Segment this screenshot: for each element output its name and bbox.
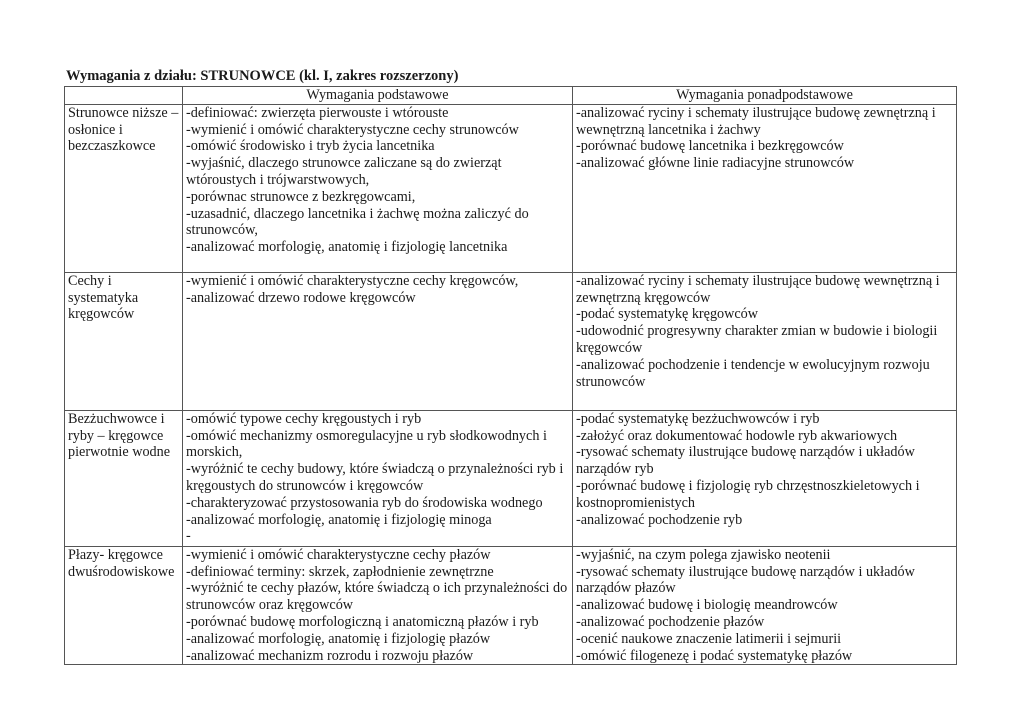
header-topic	[65, 87, 183, 105]
table-row	[65, 546, 957, 665]
header-basic: Wymagania podstawowe	[183, 87, 573, 105]
list-item: -omówić środowisko i tryb życia lancetnika	[186, 138, 435, 155]
basic-cell	[183, 104, 573, 272]
list-item: -podać systematykę kręgowców	[576, 306, 759, 323]
list-item: -wyróżnić te cechy budowy, które świadczą o przynależności ryb i kręgoustych do strunowców i kręgowców	[186, 461, 564, 494]
list-item: -wyróżnić te cechy płazów, które świadczą o ich przynależności do strunowców oraz kręgowców	[186, 580, 568, 614]
list-item: -założyć oraz dokumentować hodowle ryb akwariowych	[576, 427, 898, 444]
list-item: -analizować morfologię, anatomię i fizjologię płazów	[186, 630, 491, 647]
table-row	[65, 410, 957, 546]
list-item: -porównac strunowce z bezkręgowcami,	[186, 188, 416, 205]
list-item: -porównać budowę morfologiczną i anatomiczną płazów i ryb	[186, 613, 539, 630]
basic-cell	[183, 272, 573, 410]
basic-cell	[183, 546, 573, 665]
topic-cell: Cechy i systematyka kręgowców	[65, 272, 183, 410]
topic-cell: Strunowce niższe – osłonice i bezczaszkowce	[65, 104, 183, 272]
list-item: -wymienić i omówić charakterystyczne cechy płazów	[186, 546, 491, 563]
list-item: -analizować morfologię, anatomię i fizjologię lancetnika	[186, 239, 508, 256]
list-item: -ocenić naukowe znaczenie latimerii i sejmurii	[576, 630, 842, 647]
list-item: -podać systematykę bezżuchwowców i ryb	[576, 410, 820, 427]
advanced-cell	[573, 104, 957, 272]
table-row	[65, 104, 957, 272]
list-item: -analizować budowę i biologię meandrowców	[576, 597, 838, 614]
topic-cell: Bezżuchwowce i ryby – kręgowce pierwotnie wodne	[65, 410, 183, 546]
document-title: Wymagania z działu: STRUNOWCE (kl. I, zakres rozszerzony)	[66, 68, 459, 84]
list-item: -omówić typowe cechy kręgoustych i ryb	[186, 410, 422, 427]
advanced-cell	[573, 410, 957, 546]
list-item: -definiować terminy: skrzek, zapłodnienie zewnętrzne	[186, 563, 494, 580]
basic-cell	[183, 410, 573, 546]
list-item: -analizować drzewo rodowe kręgowców	[186, 289, 416, 306]
list-item: -udowodnić progresywny charakter zmian w budowie i biologii kręgowców	[576, 323, 938, 356]
list-item: -wymienić i omówić charakterystyczne cechy strunowców	[186, 121, 519, 138]
advanced-cell	[573, 272, 957, 410]
list-item: -uzasadnić, dlaczego lancetnika i żachwę można zaliczyć do strunowców,	[186, 205, 529, 239]
list-item: -rysować schematy ilustrujące budowę narządów i układów narządów płazów	[576, 563, 915, 597]
table-header-row	[65, 87, 957, 105]
topic-cell: Płazy- kręgowce dwuśrodowiskowe	[65, 546, 183, 665]
list-item: -analizować mechanizm rozrodu i rozwoju płazów	[186, 647, 474, 664]
list-item: -analizować morfologię, anatomię i fizjologię minoga	[186, 511, 492, 528]
table-row	[65, 272, 957, 410]
list-item: -analizować ryciny i schematy ilustrujące budowę wewnętrzną i zewnętrzną kręgowców	[576, 272, 940, 306]
header-advanced: Wymagania ponadpodstawowe	[573, 87, 957, 105]
list-item: -wymienić i omówić charakterystyczne cechy kręgowców,	[186, 272, 519, 289]
list-item: -porównać budowę lancetnika i bezkręgowców	[576, 138, 844, 155]
list-item: -analizować pochodzenie i tendencje w ewolucyjnym rozwoju strunowców	[576, 356, 930, 390]
list-item: -analizować główne linie radiacyjne strunowców	[576, 155, 855, 172]
list-item: -analizować ryciny i schematy ilustrujące budowę zewnętrzną i wewnętrzną lancetnika i żachwy	[576, 104, 936, 138]
list-item: -rysować schematy ilustrujące budowę narządów i układów narządów ryb	[576, 444, 915, 478]
list-item: -wyjaśnić, dlaczego strunowce zaliczane są do zwierząt wtóroustych i trójwarstwowych,	[186, 155, 502, 188]
list-item: -analizować pochodzenie ryb	[576, 511, 743, 528]
list-item: -omówić mechanizmy osmoregulacyjne u ryb słodkowodnych i morskich,	[186, 427, 547, 461]
list-item: -wyjaśnić, na czym polega zjawisko neotenii	[576, 546, 831, 563]
list-item: -	[186, 528, 191, 545]
list-item: -charakteryzować przystosowania ryb do środowiska wodnego	[186, 494, 543, 511]
list-item: -analizować pochodzenie płazów	[576, 613, 765, 630]
list-item: -omówić filogenezę i podać systematykę płazów	[576, 647, 853, 664]
list-item: -porównać budowę i fizjologię ryb chrzęstnoszkieletowych i kostnopromienistych	[576, 477, 920, 511]
advanced-cell	[573, 546, 957, 665]
list-item: -definiować: zwierzęta pierwouste i wtórouste	[186, 104, 449, 121]
requirements-table	[64, 86, 957, 665]
